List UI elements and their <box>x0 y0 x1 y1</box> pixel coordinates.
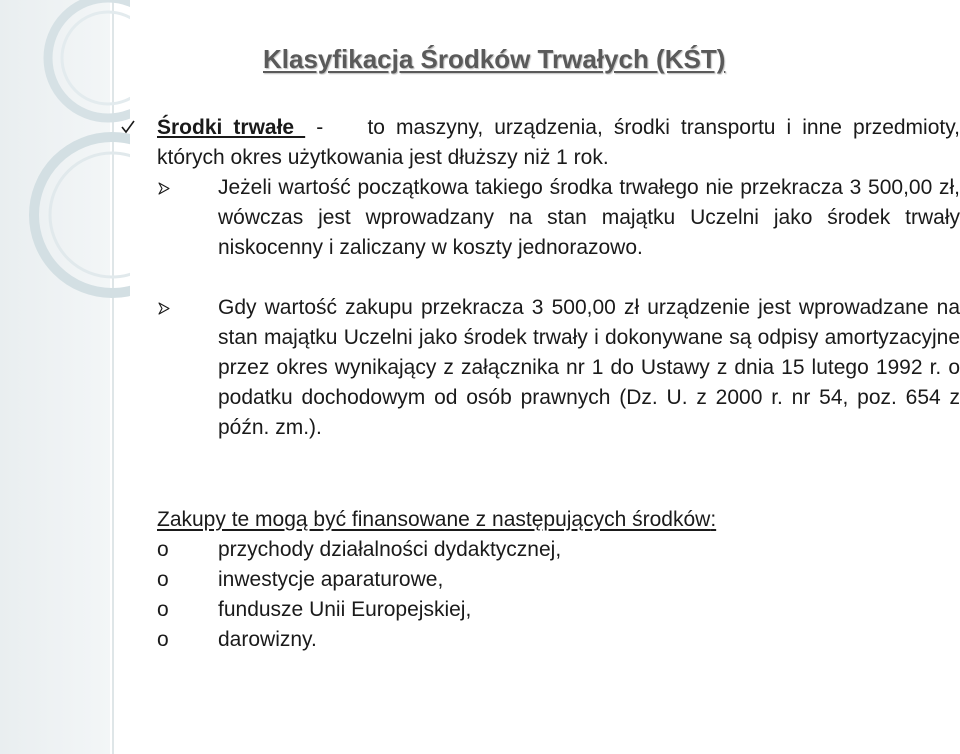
definition-text: to maszyny, urządzenia, środki transportu i inne przedmioty, których okres użytkowania jest dłuższy niż 1 rok. <box>157 116 960 169</box>
arrow-bullet-icon <box>158 302 170 315</box>
definition-separator: - <box>305 116 368 139</box>
circle-bullet-icon: o <box>157 568 169 591</box>
funding-source-label: fundusze Unii Europejskiej, <box>218 598 472 621</box>
funding-intro-colon: : <box>710 508 717 531</box>
funding-intro <box>157 505 716 535</box>
rule-text: Jeżeli wartość początkowa takiego środka trwałego nie przekracza 3 500,00 zł, wówczas jest wprowadzany na stan majątku Uczelni jako środek trwały niskocenny i zaliczany w koszty jednorazowo. <box>218 176 960 259</box>
funding-intro-text: Zakupy te mogą być finansowane z następujących środków <box>157 508 711 531</box>
rule-item <box>218 293 960 443</box>
circle-bullet-icon: o <box>157 598 169 621</box>
definition-item <box>157 113 960 173</box>
funding-source-label: darowizny. <box>218 628 317 651</box>
definition-term: Środki trwałe <box>157 116 306 139</box>
circle-bullet-icon: o <box>157 538 169 561</box>
arrow-bullet-icon <box>158 182 170 195</box>
checkmark-icon <box>120 119 136 135</box>
rule-text: Gdy wartość zakupu przekracza 3 500,00 zł urządzenie jest wprowadzane na stan majątku Uczelni jako środek trwały i dokonywane są odpisy amortyzacyjne przez okres wynikający z załącznika nr 1 do Ustawy z dnia 15 lutego 1992 r. o podatku dochodowym od osób prawnych (Dz. U. z 2000 r. nr 54, poz. 654 z późn. zm.). <box>218 296 960 439</box>
decorative-circles <box>0 0 130 300</box>
rule-item <box>218 173 960 263</box>
funding-source-label: przychody działalności dydaktycznej, <box>218 538 562 561</box>
circle-bullet-icon: o <box>157 628 169 651</box>
slide-title: Klasyfikacja Środków Trwałych (KŚT) <box>263 44 726 74</box>
funding-source-label: inwestycje aparaturowe, <box>218 568 444 591</box>
